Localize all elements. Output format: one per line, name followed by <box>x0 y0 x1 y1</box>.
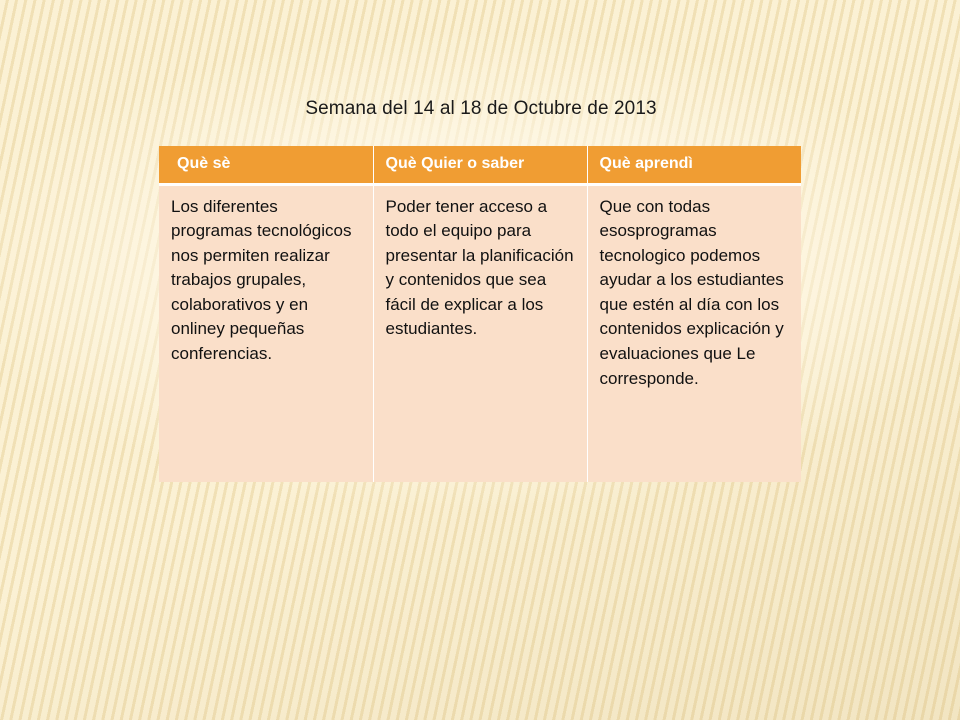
header-que-quiero-saber: Què Quier o saber <box>373 146 587 184</box>
table-row <box>159 184 801 482</box>
kwl-table-container <box>159 146 801 482</box>
slide-title: Semana del 14 al 18 de Octubre de 2013 <box>305 98 657 119</box>
header-que-se: Què sè <box>159 146 373 184</box>
table-header-row <box>159 146 801 184</box>
header-que-aprendi: Què aprendì <box>587 146 801 184</box>
kwl-table <box>159 146 801 482</box>
cell-que-aprendi: Que con todas esosprogramas tecnologico podemos ayudar a los estudiantes que estén al día con los contenidos explicación y evaluaciones que Le corresponde. <box>587 184 801 482</box>
cell-que-se: Los diferentes programas tecnológicos nos permiten realizar trabajos grupales, colaborativos y en onliney pequeñas conferencias. <box>159 184 373 482</box>
cell-que-quiero-saber: Poder tener acceso a todo el equipo para presentar la planificación y contenidos que sea fácil de explicar a los estudiantes. <box>373 184 587 482</box>
